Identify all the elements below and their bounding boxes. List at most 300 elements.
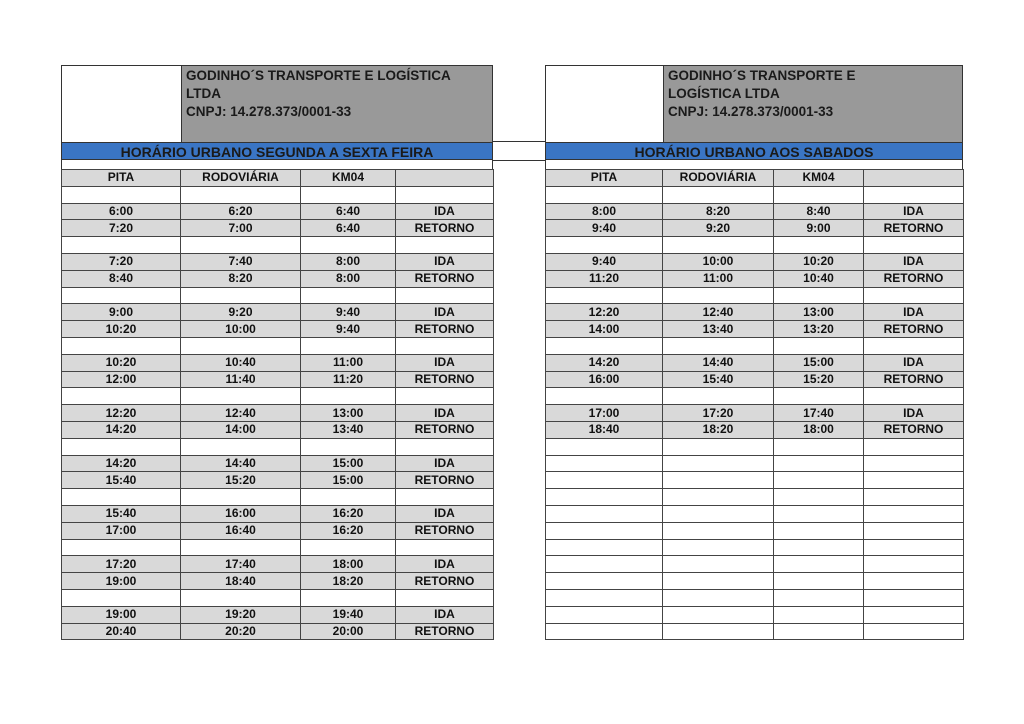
schedule-cell bbox=[546, 489, 663, 506]
schedule-cell bbox=[774, 623, 864, 640]
column-header bbox=[396, 170, 494, 187]
company-name-line1: GODINHO´S TRANSPORTE E LOGÍSTICA bbox=[186, 68, 451, 83]
company-name-line2: LOGÍSTICA LTDA bbox=[668, 86, 780, 101]
schedule-cell bbox=[774, 539, 864, 556]
schedule-cell: 17:20 bbox=[62, 556, 181, 573]
schedule-cell bbox=[396, 589, 494, 606]
schedule-cell bbox=[774, 472, 864, 489]
schedule-cell bbox=[864, 237, 964, 254]
schedule-cell bbox=[546, 623, 663, 640]
schedule-cell bbox=[864, 522, 964, 539]
company-cnpj: CNPJ: 14.278.373/0001-33 bbox=[668, 104, 834, 119]
schedule-cell: 13:00 bbox=[774, 304, 864, 321]
schedule-row bbox=[62, 472, 494, 489]
schedule-cell bbox=[864, 472, 964, 489]
schedule-row bbox=[546, 405, 964, 422]
schedule-cell: IDA bbox=[396, 304, 494, 321]
schedule-cell: 8:20 bbox=[663, 203, 774, 220]
schedule-cell: 14:00 bbox=[181, 421, 301, 438]
schedule-cell: 18:40 bbox=[181, 573, 301, 590]
schedule-cell: 17:20 bbox=[663, 405, 774, 422]
schedule-cell bbox=[663, 556, 774, 573]
schedule-cell bbox=[774, 522, 864, 539]
schedule-row bbox=[546, 220, 964, 237]
schedule-cell bbox=[774, 237, 864, 254]
schedule-cell: RETORNO bbox=[396, 472, 494, 489]
logo-area bbox=[546, 66, 664, 142]
schedule-cell bbox=[663, 489, 774, 506]
spacer-row bbox=[546, 287, 964, 304]
schedule-row bbox=[546, 270, 964, 287]
schedule-cell bbox=[181, 186, 301, 203]
schedule-cell: RETORNO bbox=[396, 421, 494, 438]
spacer-row bbox=[546, 472, 964, 489]
schedule-cell bbox=[301, 186, 396, 203]
schedule-row bbox=[62, 522, 494, 539]
schedule-cell: IDA bbox=[396, 203, 494, 220]
schedule-cell bbox=[396, 539, 494, 556]
schedule-cell bbox=[181, 589, 301, 606]
schedule-cell: 9:40 bbox=[301, 304, 396, 321]
schedule-cell: 20:20 bbox=[181, 623, 301, 640]
company-info bbox=[182, 66, 492, 142]
schedule-cell bbox=[663, 505, 774, 522]
schedule-cell bbox=[301, 388, 396, 405]
spacer-row bbox=[62, 539, 494, 556]
schedule-cell: 19:40 bbox=[301, 606, 396, 623]
spacer-row bbox=[546, 455, 964, 472]
schedule-cell: 9:40 bbox=[546, 253, 663, 270]
schedule-cell bbox=[864, 186, 964, 203]
schedule-cell bbox=[546, 606, 663, 623]
schedule-cell: IDA bbox=[864, 203, 964, 220]
weekday-schedule bbox=[61, 65, 493, 640]
schedule-cell: 15:20 bbox=[774, 371, 864, 388]
schedule-cell bbox=[546, 556, 663, 573]
weekday-header bbox=[61, 65, 493, 142]
schedule-cell bbox=[181, 237, 301, 254]
column-header: RODOVIÁRIA bbox=[663, 170, 774, 187]
schedule-cell bbox=[864, 455, 964, 472]
schedule-cell bbox=[546, 237, 663, 254]
schedule-cell: 19:20 bbox=[181, 606, 301, 623]
schedule-cell bbox=[301, 489, 396, 506]
schedule-cell: 9:40 bbox=[301, 321, 396, 338]
schedule-cell: RETORNO bbox=[396, 522, 494, 539]
schedule-cell bbox=[301, 237, 396, 254]
schedule-cell bbox=[62, 539, 181, 556]
schedule-cell bbox=[663, 472, 774, 489]
schedule-cell: 14:20 bbox=[62, 455, 181, 472]
schedule-cell: 6:40 bbox=[301, 203, 396, 220]
schedule-cell: RETORNO bbox=[396, 573, 494, 590]
schedule-cell: 15:20 bbox=[181, 472, 301, 489]
schedule-cell bbox=[181, 388, 301, 405]
schedule-cell: 16:00 bbox=[546, 371, 663, 388]
schedule-cell bbox=[546, 455, 663, 472]
schedule-cell: 7:20 bbox=[62, 253, 181, 270]
schedule-cell: 16:40 bbox=[181, 522, 301, 539]
schedule-cell: RETORNO bbox=[864, 270, 964, 287]
column-header: KM04 bbox=[301, 170, 396, 187]
spacer-row bbox=[62, 337, 494, 354]
schedule-row bbox=[62, 270, 494, 287]
schedule-cell bbox=[864, 573, 964, 590]
schedule-cell: 7:40 bbox=[181, 253, 301, 270]
schedule-cell bbox=[546, 388, 663, 405]
schedule-cell: RETORNO bbox=[396, 270, 494, 287]
schedule-cell bbox=[663, 337, 774, 354]
schedule-cell bbox=[663, 522, 774, 539]
schedule-cell: 10:40 bbox=[181, 354, 301, 371]
schedule-cell: 15:00 bbox=[301, 455, 396, 472]
schedule-cell: 8:00 bbox=[301, 270, 396, 287]
schedule-cell: 16:20 bbox=[301, 522, 396, 539]
spacer-row bbox=[62, 489, 494, 506]
schedule-cell bbox=[62, 287, 181, 304]
spacer-row bbox=[546, 573, 964, 590]
schedule-cell: 10:00 bbox=[663, 253, 774, 270]
column-header-row bbox=[62, 170, 494, 187]
schedule-cell: 18:20 bbox=[301, 573, 396, 590]
schedule-cell: IDA bbox=[396, 405, 494, 422]
schedule-row bbox=[62, 606, 494, 623]
schedule-cell: RETORNO bbox=[864, 421, 964, 438]
schedule-cell: 11:00 bbox=[663, 270, 774, 287]
schedule-cell bbox=[301, 287, 396, 304]
schedule-cell: IDA bbox=[864, 304, 964, 321]
schedule-cell: 18:00 bbox=[774, 421, 864, 438]
saturday-schedule bbox=[545, 65, 963, 640]
spacer-row bbox=[546, 237, 964, 254]
schedule-row bbox=[62, 455, 494, 472]
weekday-banner: HORÁRIO URBANO SEGUNDA A SEXTA FEIRA bbox=[61, 142, 493, 160]
schedule-cell bbox=[864, 438, 964, 455]
schedule-cell bbox=[546, 589, 663, 606]
schedule-cell bbox=[864, 623, 964, 640]
schedule-cell bbox=[774, 505, 864, 522]
schedule-cell: 16:20 bbox=[301, 505, 396, 522]
schedule-cell bbox=[774, 489, 864, 506]
schedule-cell: 14:20 bbox=[546, 354, 663, 371]
schedule-cell: 7:00 bbox=[181, 220, 301, 237]
schedule-cell bbox=[663, 438, 774, 455]
schedule-cell: 20:00 bbox=[301, 623, 396, 640]
schedule-cell: RETORNO bbox=[864, 220, 964, 237]
column-header bbox=[864, 170, 964, 187]
schedule-row bbox=[62, 321, 494, 338]
schedule-cell: 8:00 bbox=[546, 203, 663, 220]
schedule-cell: RETORNO bbox=[864, 321, 964, 338]
schedule-cell: 9:00 bbox=[62, 304, 181, 321]
spacer-row bbox=[546, 623, 964, 640]
spacer-row bbox=[62, 186, 494, 203]
schedule-cell: 6:00 bbox=[62, 203, 181, 220]
schedule-row bbox=[62, 371, 494, 388]
spacer-row bbox=[546, 505, 964, 522]
schedule-cell: 12:20 bbox=[546, 304, 663, 321]
spacer-row bbox=[546, 337, 964, 354]
schedule-cell bbox=[396, 237, 494, 254]
schedule-cell: 17:40 bbox=[774, 405, 864, 422]
schedule-cell bbox=[663, 623, 774, 640]
schedule-cell bbox=[546, 573, 663, 590]
schedule-cell: 17:00 bbox=[546, 405, 663, 422]
schedule-cell: 13:00 bbox=[301, 405, 396, 422]
schedule-cell bbox=[663, 186, 774, 203]
company-name-line2: LTDA bbox=[186, 86, 221, 101]
schedule-cell bbox=[396, 337, 494, 354]
schedule-cell bbox=[864, 606, 964, 623]
column-header: PITA bbox=[62, 170, 181, 187]
spacer-row bbox=[62, 438, 494, 455]
spacer-row bbox=[62, 287, 494, 304]
schedule-cell bbox=[301, 337, 396, 354]
schedule-cell bbox=[546, 438, 663, 455]
schedule-cell: 9:20 bbox=[663, 220, 774, 237]
spacer-row bbox=[546, 589, 964, 606]
schedule-cell: 6:40 bbox=[301, 220, 396, 237]
schedule-cell bbox=[774, 388, 864, 405]
schedule-cell: 15:40 bbox=[62, 472, 181, 489]
schedule-cell bbox=[774, 573, 864, 590]
schedule-cell bbox=[663, 388, 774, 405]
spacer bbox=[545, 160, 963, 169]
spacer-row bbox=[546, 539, 964, 556]
schedule-cell bbox=[663, 573, 774, 590]
weekday-table bbox=[61, 169, 494, 640]
schedule-cell bbox=[546, 337, 663, 354]
column-header: PITA bbox=[546, 170, 663, 187]
schedule-cell: 17:40 bbox=[181, 556, 301, 573]
schedule-cell: IDA bbox=[396, 354, 494, 371]
schedule-cell: 14:40 bbox=[181, 455, 301, 472]
spacer-row bbox=[62, 589, 494, 606]
schedule-cell bbox=[181, 539, 301, 556]
schedule-cell: 13:40 bbox=[663, 321, 774, 338]
schedule-row bbox=[62, 220, 494, 237]
schedule-cell: 11:20 bbox=[301, 371, 396, 388]
spacer-row bbox=[546, 489, 964, 506]
spacer-row bbox=[546, 438, 964, 455]
company-name-line1: GODINHO´S TRANSPORTE E bbox=[668, 68, 856, 83]
schedule-cell: 15:40 bbox=[62, 505, 181, 522]
spacer-row bbox=[62, 388, 494, 405]
column-header: RODOVIÁRIA bbox=[181, 170, 301, 187]
schedule-cell: 7:20 bbox=[62, 220, 181, 237]
schedule-cell: 8:40 bbox=[774, 203, 864, 220]
schedule-row bbox=[546, 421, 964, 438]
schedule-cell: IDA bbox=[396, 455, 494, 472]
schedule-cell bbox=[663, 287, 774, 304]
spacer-row bbox=[546, 522, 964, 539]
schedule-cell bbox=[62, 388, 181, 405]
schedule-cell bbox=[181, 287, 301, 304]
company-cnpj: CNPJ: 14.278.373/0001-33 bbox=[186, 104, 352, 119]
schedule-cell: 12:20 bbox=[62, 405, 181, 422]
schedule-cell bbox=[62, 489, 181, 506]
schedule-cell bbox=[663, 589, 774, 606]
schedule-cell bbox=[546, 186, 663, 203]
schedule-cell: 10:20 bbox=[774, 253, 864, 270]
schedule-row bbox=[546, 321, 964, 338]
schedule-cell bbox=[62, 337, 181, 354]
schedule-row bbox=[62, 421, 494, 438]
schedule-cell: IDA bbox=[864, 354, 964, 371]
schedule-cell bbox=[181, 489, 301, 506]
schedule-row bbox=[546, 304, 964, 321]
schedule-cell: 10:20 bbox=[62, 321, 181, 338]
schedule-cell: 10:20 bbox=[62, 354, 181, 371]
schedule-row bbox=[62, 203, 494, 220]
schedule-cell bbox=[62, 186, 181, 203]
schedule-cell bbox=[62, 589, 181, 606]
schedule-cell: 19:00 bbox=[62, 606, 181, 623]
saturday-banner: HORÁRIO URBANO AOS SABADOS bbox=[545, 142, 963, 160]
schedule-cell: 14:40 bbox=[663, 354, 774, 371]
schedule-cell bbox=[396, 388, 494, 405]
schedule-cell: 17:00 bbox=[62, 522, 181, 539]
schedule-cell: IDA bbox=[396, 505, 494, 522]
schedule-cell: IDA bbox=[396, 556, 494, 573]
schedule-cell bbox=[774, 337, 864, 354]
schedule-row bbox=[62, 253, 494, 270]
schedule-cell bbox=[864, 589, 964, 606]
schedule-row bbox=[546, 354, 964, 371]
schedule-row bbox=[62, 573, 494, 590]
schedule-row bbox=[546, 203, 964, 220]
schedule-cell: 10:40 bbox=[774, 270, 864, 287]
schedule-cell bbox=[864, 337, 964, 354]
schedule-cell: RETORNO bbox=[396, 371, 494, 388]
schedule-row bbox=[62, 304, 494, 321]
schedule-cell: IDA bbox=[864, 253, 964, 270]
schedule-cell bbox=[396, 489, 494, 506]
schedule-cell bbox=[864, 556, 964, 573]
schedule-cell bbox=[663, 455, 774, 472]
schedule-cell: 10:00 bbox=[181, 321, 301, 338]
schedule-cell: RETORNO bbox=[396, 321, 494, 338]
saturday-header bbox=[545, 65, 963, 142]
schedule-cell bbox=[546, 287, 663, 304]
schedule-cell bbox=[546, 522, 663, 539]
schedule-cell: 6:20 bbox=[181, 203, 301, 220]
schedule-cell bbox=[774, 556, 864, 573]
schedule-cell: IDA bbox=[864, 405, 964, 422]
schedule-cell: 9:00 bbox=[774, 220, 864, 237]
schedule-cell bbox=[774, 606, 864, 623]
schedule-cell: 9:20 bbox=[181, 304, 301, 321]
spacer-row bbox=[546, 186, 964, 203]
schedule-cell: 14:00 bbox=[546, 321, 663, 338]
schedule-row bbox=[546, 371, 964, 388]
schedule-cell: RETORNO bbox=[396, 220, 494, 237]
schedule-cell: 12:00 bbox=[62, 371, 181, 388]
schedule-cell bbox=[546, 472, 663, 489]
schedule-cell bbox=[396, 186, 494, 203]
schedule-cell: 9:40 bbox=[546, 220, 663, 237]
schedule-row bbox=[62, 623, 494, 640]
schedule-cell: 15:00 bbox=[774, 354, 864, 371]
schedule-cell: 13:40 bbox=[301, 421, 396, 438]
column-header: KM04 bbox=[774, 170, 864, 187]
schedule-cell bbox=[774, 455, 864, 472]
schedule-cell bbox=[546, 505, 663, 522]
schedule-cell: 8:40 bbox=[62, 270, 181, 287]
schedule-cell bbox=[62, 237, 181, 254]
schedule-cell: 18:20 bbox=[663, 421, 774, 438]
schedule-cell bbox=[864, 388, 964, 405]
schedule-cell: 13:20 bbox=[774, 321, 864, 338]
saturday-table bbox=[545, 169, 964, 640]
schedule-cell: 12:40 bbox=[663, 304, 774, 321]
schedule-row bbox=[62, 556, 494, 573]
schedule-cell: RETORNO bbox=[864, 371, 964, 388]
schedule-row bbox=[62, 354, 494, 371]
schedule-cell bbox=[864, 505, 964, 522]
schedule-cell: 11:20 bbox=[546, 270, 663, 287]
company-info bbox=[664, 66, 962, 142]
schedule-cell: 12:40 bbox=[181, 405, 301, 422]
schedule-cell: 8:20 bbox=[181, 270, 301, 287]
schedule-cell bbox=[663, 237, 774, 254]
schedule-cell: IDA bbox=[396, 606, 494, 623]
schedule-cell bbox=[774, 186, 864, 203]
schedule-cell: RETORNO bbox=[396, 623, 494, 640]
schedule-cell bbox=[774, 589, 864, 606]
schedule-cell bbox=[301, 438, 396, 455]
schedule-cell: 11:00 bbox=[301, 354, 396, 371]
schedule-cell: 18:40 bbox=[546, 421, 663, 438]
column-header-row bbox=[546, 170, 964, 187]
schedule-cell bbox=[663, 539, 774, 556]
spacer-row bbox=[62, 237, 494, 254]
spacer bbox=[61, 160, 493, 169]
schedule-cell bbox=[864, 489, 964, 506]
schedule-cell bbox=[62, 438, 181, 455]
schedule-cell bbox=[864, 287, 964, 304]
schedule-cell: 20:40 bbox=[62, 623, 181, 640]
schedule-cell bbox=[181, 438, 301, 455]
schedule-row bbox=[62, 405, 494, 422]
schedule-cell bbox=[301, 589, 396, 606]
schedule-row bbox=[62, 505, 494, 522]
logo-area bbox=[62, 66, 182, 142]
schedule-cell: 18:00 bbox=[301, 556, 396, 573]
spacer-row bbox=[546, 556, 964, 573]
schedule-cell bbox=[181, 337, 301, 354]
schedule-row bbox=[546, 253, 964, 270]
schedule-cell: 15:40 bbox=[663, 371, 774, 388]
schedule-cell: 15:00 bbox=[301, 472, 396, 489]
schedule-cell: 19:00 bbox=[62, 573, 181, 590]
schedule-cell bbox=[301, 539, 396, 556]
schedule-cell bbox=[774, 438, 864, 455]
schedule-cell: IDA bbox=[396, 253, 494, 270]
schedule-cell bbox=[774, 287, 864, 304]
schedule-cell: 14:20 bbox=[62, 421, 181, 438]
spacer-row bbox=[546, 388, 964, 405]
schedule-cell: 16:00 bbox=[181, 505, 301, 522]
schedule-cell bbox=[396, 438, 494, 455]
schedule-cell: 8:00 bbox=[301, 253, 396, 270]
schedule-cell bbox=[396, 287, 494, 304]
divider bbox=[493, 141, 545, 161]
schedule-cell bbox=[663, 606, 774, 623]
schedule-cell bbox=[546, 539, 663, 556]
schedule-cell: 11:40 bbox=[181, 371, 301, 388]
schedule-cell bbox=[864, 539, 964, 556]
